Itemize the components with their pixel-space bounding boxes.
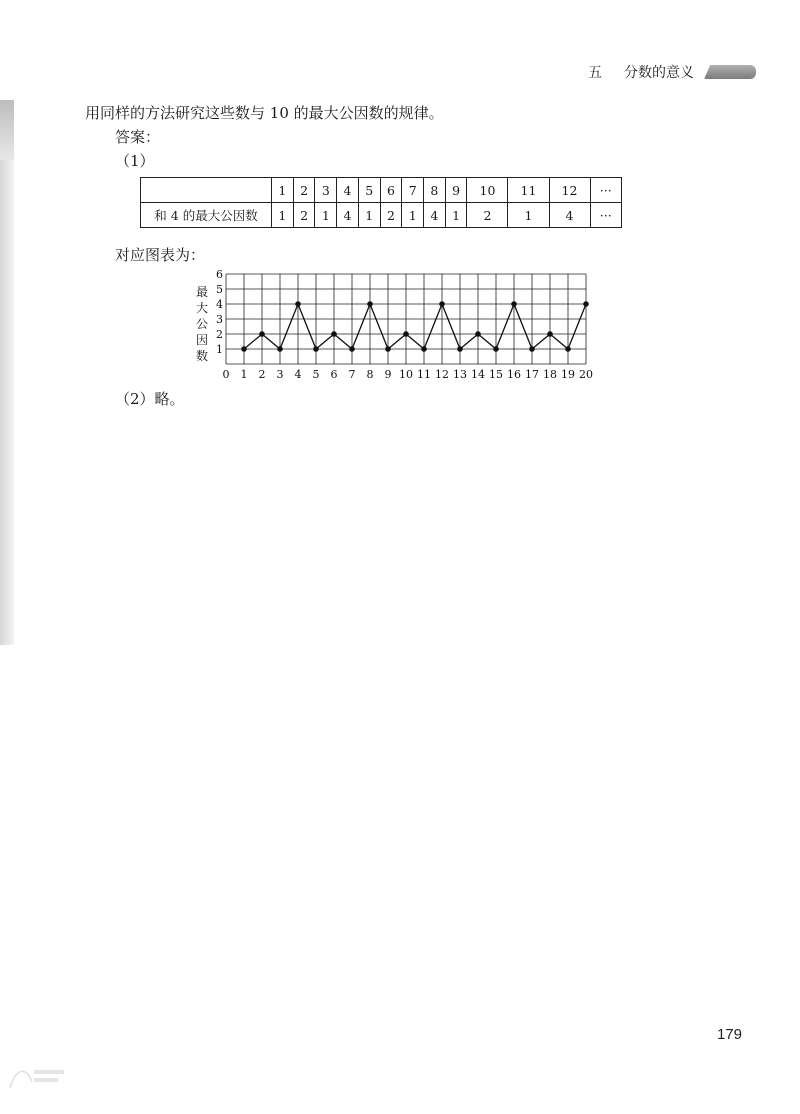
- y-axis-label-char: 因: [195, 333, 209, 347]
- table-value-row: [141, 203, 622, 228]
- table-cell: 4: [549, 203, 590, 228]
- data-point: [367, 301, 373, 307]
- x-tick-label: 9: [384, 368, 392, 381]
- data-point: [403, 331, 409, 337]
- table-cell: 1: [445, 203, 467, 228]
- table-cell: 1: [358, 203, 380, 228]
- data-point: [439, 301, 445, 307]
- y-tick-label: 3: [216, 313, 223, 326]
- chapter-tab-decoration: [704, 65, 756, 79]
- gcd-table: [140, 177, 622, 228]
- table-cell: 10: [467, 178, 508, 203]
- y-tick-label: 2: [216, 328, 223, 341]
- page-number: 179: [716, 1026, 742, 1043]
- data-point: [241, 346, 247, 352]
- x-tick-label: 18: [543, 368, 557, 381]
- table-cell: 1: [272, 203, 294, 228]
- x-tick-label: 12: [435, 368, 449, 381]
- y-axis-label-char: 大: [195, 301, 209, 315]
- data-point: [565, 346, 571, 352]
- gcd-line-chart: [190, 265, 600, 385]
- y-tick-label: 5: [216, 283, 223, 296]
- x-tick-label: 4: [294, 368, 302, 381]
- y-axis-label-char: 公: [195, 317, 209, 331]
- table-cell: 2: [293, 203, 315, 228]
- table-cell: ···: [590, 203, 621, 228]
- x-tick-label: 3: [276, 368, 284, 381]
- table-cell: 5: [358, 178, 380, 203]
- data-point: [295, 301, 301, 307]
- x-tick-label: 2: [258, 368, 266, 381]
- table-cell: 1: [508, 203, 549, 228]
- data-point: [493, 346, 499, 352]
- x-tick-label: 7: [348, 368, 356, 381]
- table-cell: 4: [424, 203, 446, 228]
- data-point: [547, 331, 553, 337]
- table-row-label: 和 4 的最大公因数: [141, 203, 272, 228]
- table-cell: [141, 178, 272, 203]
- x-tick-label: 17: [525, 368, 539, 381]
- answer-label: 答案：: [115, 128, 161, 146]
- chapter-header: [588, 62, 756, 82]
- data-point: [511, 301, 517, 307]
- table-cell: 2: [293, 178, 315, 203]
- part2-text: （2）略。: [115, 390, 185, 408]
- y-axis-label-char: 数: [195, 349, 209, 363]
- table-cell: 11: [508, 178, 549, 203]
- data-point: [583, 301, 589, 307]
- table-cell: ···: [590, 178, 621, 203]
- series-line: [244, 304, 586, 349]
- data-point: [349, 346, 355, 352]
- y-tick-label: 1: [216, 343, 223, 356]
- table-cell: 4: [337, 178, 359, 203]
- intro-text: 用同样的方法研究这些数与 10 的最大公因数的规律。: [85, 104, 444, 122]
- y-tick-label: 4: [216, 298, 223, 311]
- table-cell: 6: [380, 178, 402, 203]
- x-tick-label: 19: [561, 368, 575, 381]
- chart-intro: 对应图表为：: [115, 246, 206, 264]
- part1-label: （1）: [115, 152, 155, 170]
- table-cell: 1: [402, 203, 424, 228]
- table-cell: 3: [315, 178, 337, 203]
- table-cell: 8: [424, 178, 446, 203]
- y-tick-label: 6: [216, 268, 223, 281]
- table-cell: 7: [402, 178, 424, 203]
- data-point: [313, 346, 319, 352]
- x-tick-label: 8: [366, 368, 374, 381]
- data-point: [457, 346, 463, 352]
- x-tick-label: 0: [222, 368, 230, 381]
- data-point: [475, 331, 481, 337]
- data-point: [529, 346, 535, 352]
- x-tick-label: 5: [312, 368, 320, 381]
- data-point: [331, 331, 337, 337]
- y-axis-label-char: 最: [195, 285, 209, 299]
- x-tick-label: 10: [399, 368, 413, 381]
- x-tick-label: 13: [453, 368, 467, 381]
- table-cell: 2: [380, 203, 402, 228]
- x-tick-label: 1: [240, 368, 248, 381]
- x-tick-label: 11: [417, 368, 431, 381]
- data-point: [385, 346, 391, 352]
- data-point: [259, 331, 265, 337]
- chapter-title: 分数的意义: [624, 65, 694, 81]
- side-margin-bar-top: [0, 100, 14, 160]
- side-margin-bar: [0, 100, 14, 645]
- table-cell: 4: [337, 203, 359, 228]
- chapter-number: 五: [588, 65, 602, 81]
- x-tick-label: 14: [471, 368, 485, 381]
- x-tick-label: 15: [489, 368, 503, 381]
- table-cell: 1: [272, 178, 294, 203]
- x-tick-label: 16: [507, 368, 521, 381]
- x-tick-label: 20: [579, 368, 593, 381]
- table-cell: 9: [445, 178, 467, 203]
- table-cell: 2: [467, 203, 508, 228]
- table-header-row: [141, 178, 622, 203]
- data-point: [421, 346, 427, 352]
- x-tick-label: 6: [330, 368, 338, 381]
- table-cell: 1: [315, 203, 337, 228]
- table-cell: 12: [549, 178, 590, 203]
- publisher-watermark: [6, 1062, 68, 1092]
- data-point: [277, 346, 283, 352]
